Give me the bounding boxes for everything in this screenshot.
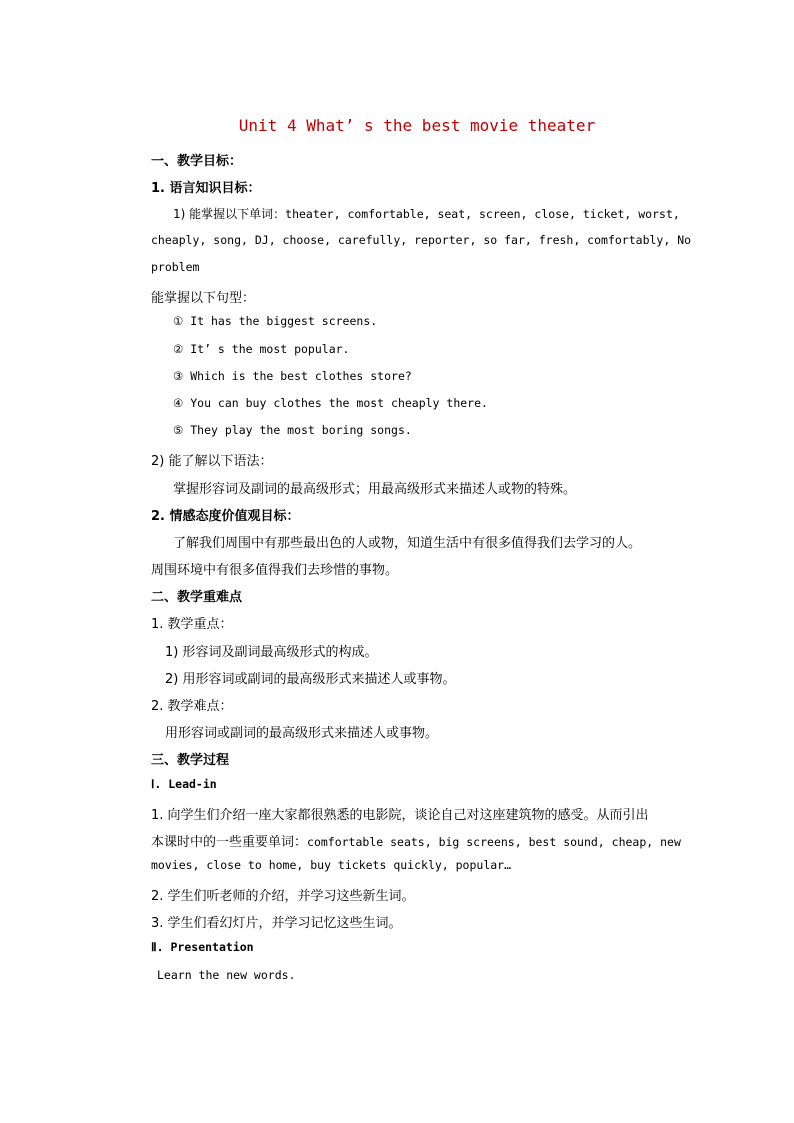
emotion-text-line-2: 周围环境中有很多值得我们去珍惜的事物。 — [151, 563, 399, 578]
grammar-label: 2) 能了解以下语法： — [151, 454, 273, 469]
sentence-item: ④ You can buy clothes the most cheaply there. — [173, 396, 488, 410]
vocab-line-2: cheaply, song, DJ, choose, carefully, reporter, so far, fresh, comfortably, No — [151, 233, 692, 247]
section-1-2-heading: 2. 情感态度价值观目标： — [151, 509, 300, 524]
grammar-text: 掌握形容词及副词的最高级形式；用最高级形式来描述人或物的特殊。 — [173, 482, 577, 497]
lead-in-step-1-line-3: movies, close to home, buy tickets quickly, popular… — [151, 858, 512, 872]
lead-in-step-3: 3. 学生们看幻灯片，并学习记忆这些生词。 — [151, 916, 402, 931]
lead-in-step-1-line-1: 1. 向学生们介绍一座大家都很熟悉的电影院，谈论自己对这座建筑物的感受。从而引出 — [151, 808, 649, 823]
sentence-item: ② It’ s the most popular. — [173, 342, 350, 356]
difficulty-text: 用形容词或副词的最高级形式来描述人或事物。 — [165, 726, 439, 741]
sentence-item: ① It has the biggest screens. — [173, 314, 378, 328]
sentence-item: ③ Which is the best clothes store? — [173, 369, 412, 383]
section-1-heading: 一、教学目标： — [151, 154, 243, 169]
lead-in-step-1-line-2 — [151, 831, 681, 850]
vocab-line-3: problem — [151, 260, 200, 274]
sentence-item: ⑤ They play the most boring songs. — [173, 423, 412, 437]
lead-in-heading: Ⅰ. Lead-in — [151, 777, 217, 791]
lead-in-words: comfortable seats, big screens, best sound, cheap, new — [307, 835, 681, 849]
key-points-label: 1. 教学重点： — [151, 617, 233, 632]
vocab-line-1 — [173, 205, 680, 222]
difficulty-label: 2. 教学难点： — [151, 699, 233, 714]
document-title: Unit 4 What’ s the best movie theater — [238, 116, 596, 135]
section-3-heading: 三、教学过程 — [151, 753, 230, 768]
lead-in-step-2: 2. 学生们听老师的介绍，并学习这些新生词。 — [151, 889, 415, 904]
vocab-words-1: theater, comfortable, seat, screen, close, ticket, worst, — [285, 207, 680, 221]
presentation-text: Learn the new words. — [157, 968, 296, 982]
section-1-1-heading: 1. 语言知识目标： — [151, 181, 261, 196]
key-point-item: 1) 形容词及副词最高级形式的构成。 — [165, 645, 378, 660]
presentation-heading: Ⅱ. Presentation — [151, 940, 254, 954]
vocab-label: 1) 能掌握以下单词： — [173, 207, 286, 221]
lead-in-words-label: 本课时中的一些重要单词： — [151, 835, 308, 850]
sentences-label: 能掌握以下句型： — [151, 291, 256, 306]
key-point-item: 2) 用形容词或副词的最高级形式来描述人或事物。 — [165, 672, 456, 687]
section-2-heading: 二、教学重难点 — [151, 590, 243, 605]
emotion-text-line-1: 了解我们周围中有那些最出色的人或物，知道生活中有很多值得我们去学习的人。 — [173, 536, 642, 551]
